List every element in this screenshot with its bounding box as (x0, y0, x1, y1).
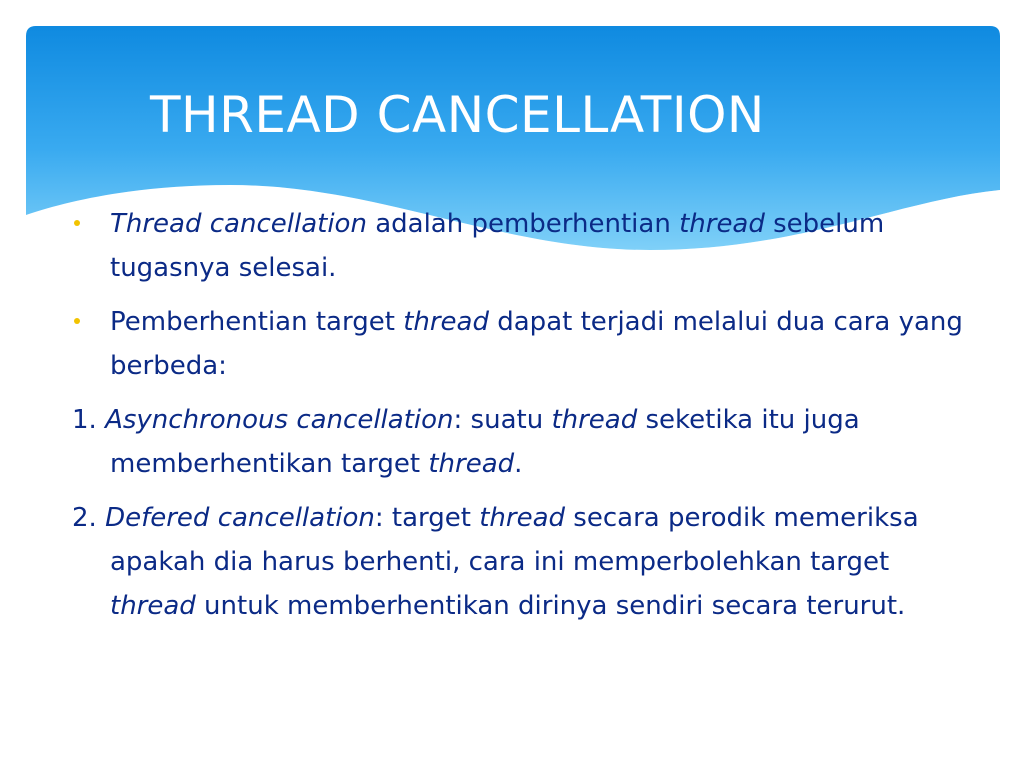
bullet-dot-icon (74, 318, 80, 324)
slide-title: THREAD CANCELLATION (150, 86, 765, 144)
term-thread: thread (679, 209, 765, 239)
bullet-dot-icon (74, 220, 80, 226)
slide-body (72, 202, 972, 628)
text-segment: untuk memberhentikan dirinya sendiri secara terurut. (195, 591, 906, 621)
list-number: 2. (72, 503, 106, 533)
text-segment: Pemberhentian target (110, 307, 404, 337)
numbered-item (72, 496, 972, 628)
text-segment: . (514, 449, 523, 479)
term-thread-cancellation: Thread cancellation (110, 209, 367, 239)
bullet-item (72, 202, 972, 290)
text-segment: seketika itu juga memberhentikan target (110, 405, 860, 479)
text-segment: adalah pemberhentian (366, 209, 680, 239)
term-thread: thread (110, 591, 196, 621)
term-thread: thread (479, 503, 566, 533)
term-thread: thread (428, 449, 515, 479)
text-segment: sebelum tugasnya selesai. (110, 209, 885, 283)
term-defered-cancellation: Defered cancellation (105, 503, 375, 533)
bullet-item (72, 300, 972, 388)
term-asynchronous-cancellation: Asynchronous cancellation (105, 405, 454, 435)
text-segment: dapat terjadi melalui dua cara yang berbeda: (110, 307, 963, 381)
term-thread: thread (551, 405, 638, 435)
numbered-item (72, 398, 972, 486)
text-segment: secara perodik memeriksa apakah dia harus berhenti, cara ini memperbolehkan target (110, 503, 919, 577)
text-segment: : suatu (453, 405, 552, 435)
term-thread: thread (403, 307, 489, 337)
list-number: 1. (72, 405, 106, 435)
text-segment: : target (374, 503, 480, 533)
